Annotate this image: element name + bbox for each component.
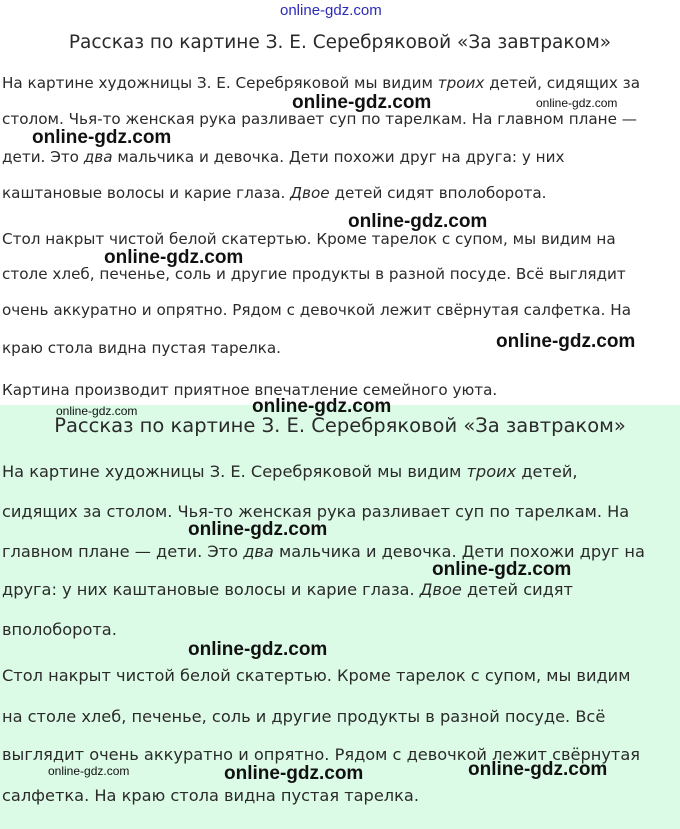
text-segment: Стол накрыт чистой белой скатертью. Кроме тарелок с супом, мы видим <box>2 666 631 685</box>
text-segment: Картина производит приятное впечатление семейного уюта. <box>2 381 498 399</box>
story-title: Рассказ по картине З. Е. Серебряковой «За завтраком» <box>54 414 626 437</box>
watermark: online-gdz.com <box>188 639 328 660</box>
text-segment: очень аккуратно и опрятно. Рядом с девочкой лежит свёрнутая салфетка. На <box>2 301 631 319</box>
text-segment: друга: у них каштановые волосы и карие глаза. <box>2 580 420 599</box>
watermark: online-gdz.com <box>496 331 636 352</box>
paragraph-line <box>2 301 631 319</box>
text-segment: детей, сидящих за <box>484 74 641 92</box>
watermark: online-gdz.com <box>292 92 432 113</box>
paragraph-line <box>2 339 281 357</box>
italic-word: троих <box>437 74 485 92</box>
text-segment: главном плане — дети. Это <box>2 542 244 561</box>
italic-word: троих <box>466 462 517 481</box>
italic-word: два <box>83 148 113 166</box>
text-segment: детей сидят вполоборота. <box>329 184 547 202</box>
text-segment: Стол накрыт чистой белой скатертью. Кроме тарелок с супом, мы видим на <box>2 230 616 248</box>
paragraph-line <box>2 620 117 639</box>
watermark: online-gdz.com <box>348 211 488 232</box>
watermark: online-gdz.com <box>56 404 138 418</box>
paragraph-line <box>2 462 578 481</box>
text-segment: мальчика и девочка. Дети похожи друг на друга: у них <box>112 148 565 166</box>
paragraph-line <box>2 184 546 202</box>
watermark: online-gdz.com <box>32 127 172 148</box>
paragraph-line <box>2 580 573 599</box>
watermark: online-gdz.com <box>188 519 328 540</box>
text-segment: вполоборота. <box>2 620 117 639</box>
watermark: online-gdz.com <box>252 396 392 417</box>
watermark-top: online-gdz.com <box>280 2 382 19</box>
watermark: online-gdz.com <box>432 559 572 580</box>
paragraph-line <box>2 666 630 685</box>
paragraph-line <box>2 230 616 248</box>
text-segment: детей сидят <box>461 580 573 599</box>
text-segment: сидящих за столом. Чья-то женская рука разливает суп по тарелкам. На <box>2 502 630 521</box>
italic-word: Двое <box>419 580 462 599</box>
italic-word: Двое <box>290 184 330 202</box>
text-segment: детей, <box>516 462 578 481</box>
text-segment: На картине художницы З. Е. Серебряковой мы видим <box>2 462 467 481</box>
text-segment: мальчика и девочка. Дети похожи друг на <box>273 542 645 561</box>
text-segment: столе хлеб, печенье, соль и другие продукты в разной посуде. Всё выглядит <box>2 265 626 283</box>
text-segment: краю стола видна пустая тарелка. <box>2 339 281 357</box>
text-segment: салфетка. На краю стола видна пустая тарелка. <box>2 786 419 805</box>
text-segment: на столе хлеб, печенье, соль и другие продукты в разной посуде. Всё <box>2 707 606 726</box>
text-segment: На картине художницы З. Е. Серебряковой мы видим <box>2 74 438 92</box>
text-segment: выглядит очень аккуратно и опрятно. Рядом с девочкой лежит свёрнутая <box>2 745 640 764</box>
watermark: online-gdz.com <box>536 96 618 110</box>
paragraph-line <box>2 786 419 805</box>
paragraph-line <box>2 74 640 92</box>
text-segment: дети. Это <box>2 148 84 166</box>
text-segment: столом. Чья-то женская рука разливает суп по тарелкам. На главном плане — <box>2 110 637 128</box>
paragraph-line <box>2 381 497 399</box>
story-title: Рассказ по картине З. Е. Серебряковой «За завтраком» <box>68 32 612 53</box>
paragraph-line <box>2 707 605 726</box>
text-segment: каштановые волосы и карие глаза. <box>2 184 291 202</box>
paragraph-line <box>2 148 564 166</box>
watermark: online-gdz.com <box>104 247 244 268</box>
watermark: online-gdz.com <box>224 763 364 784</box>
watermark: online-gdz.com <box>48 764 130 778</box>
watermark: online-gdz.com <box>468 759 608 780</box>
italic-word: два <box>243 542 274 561</box>
paragraph-line <box>2 265 626 283</box>
